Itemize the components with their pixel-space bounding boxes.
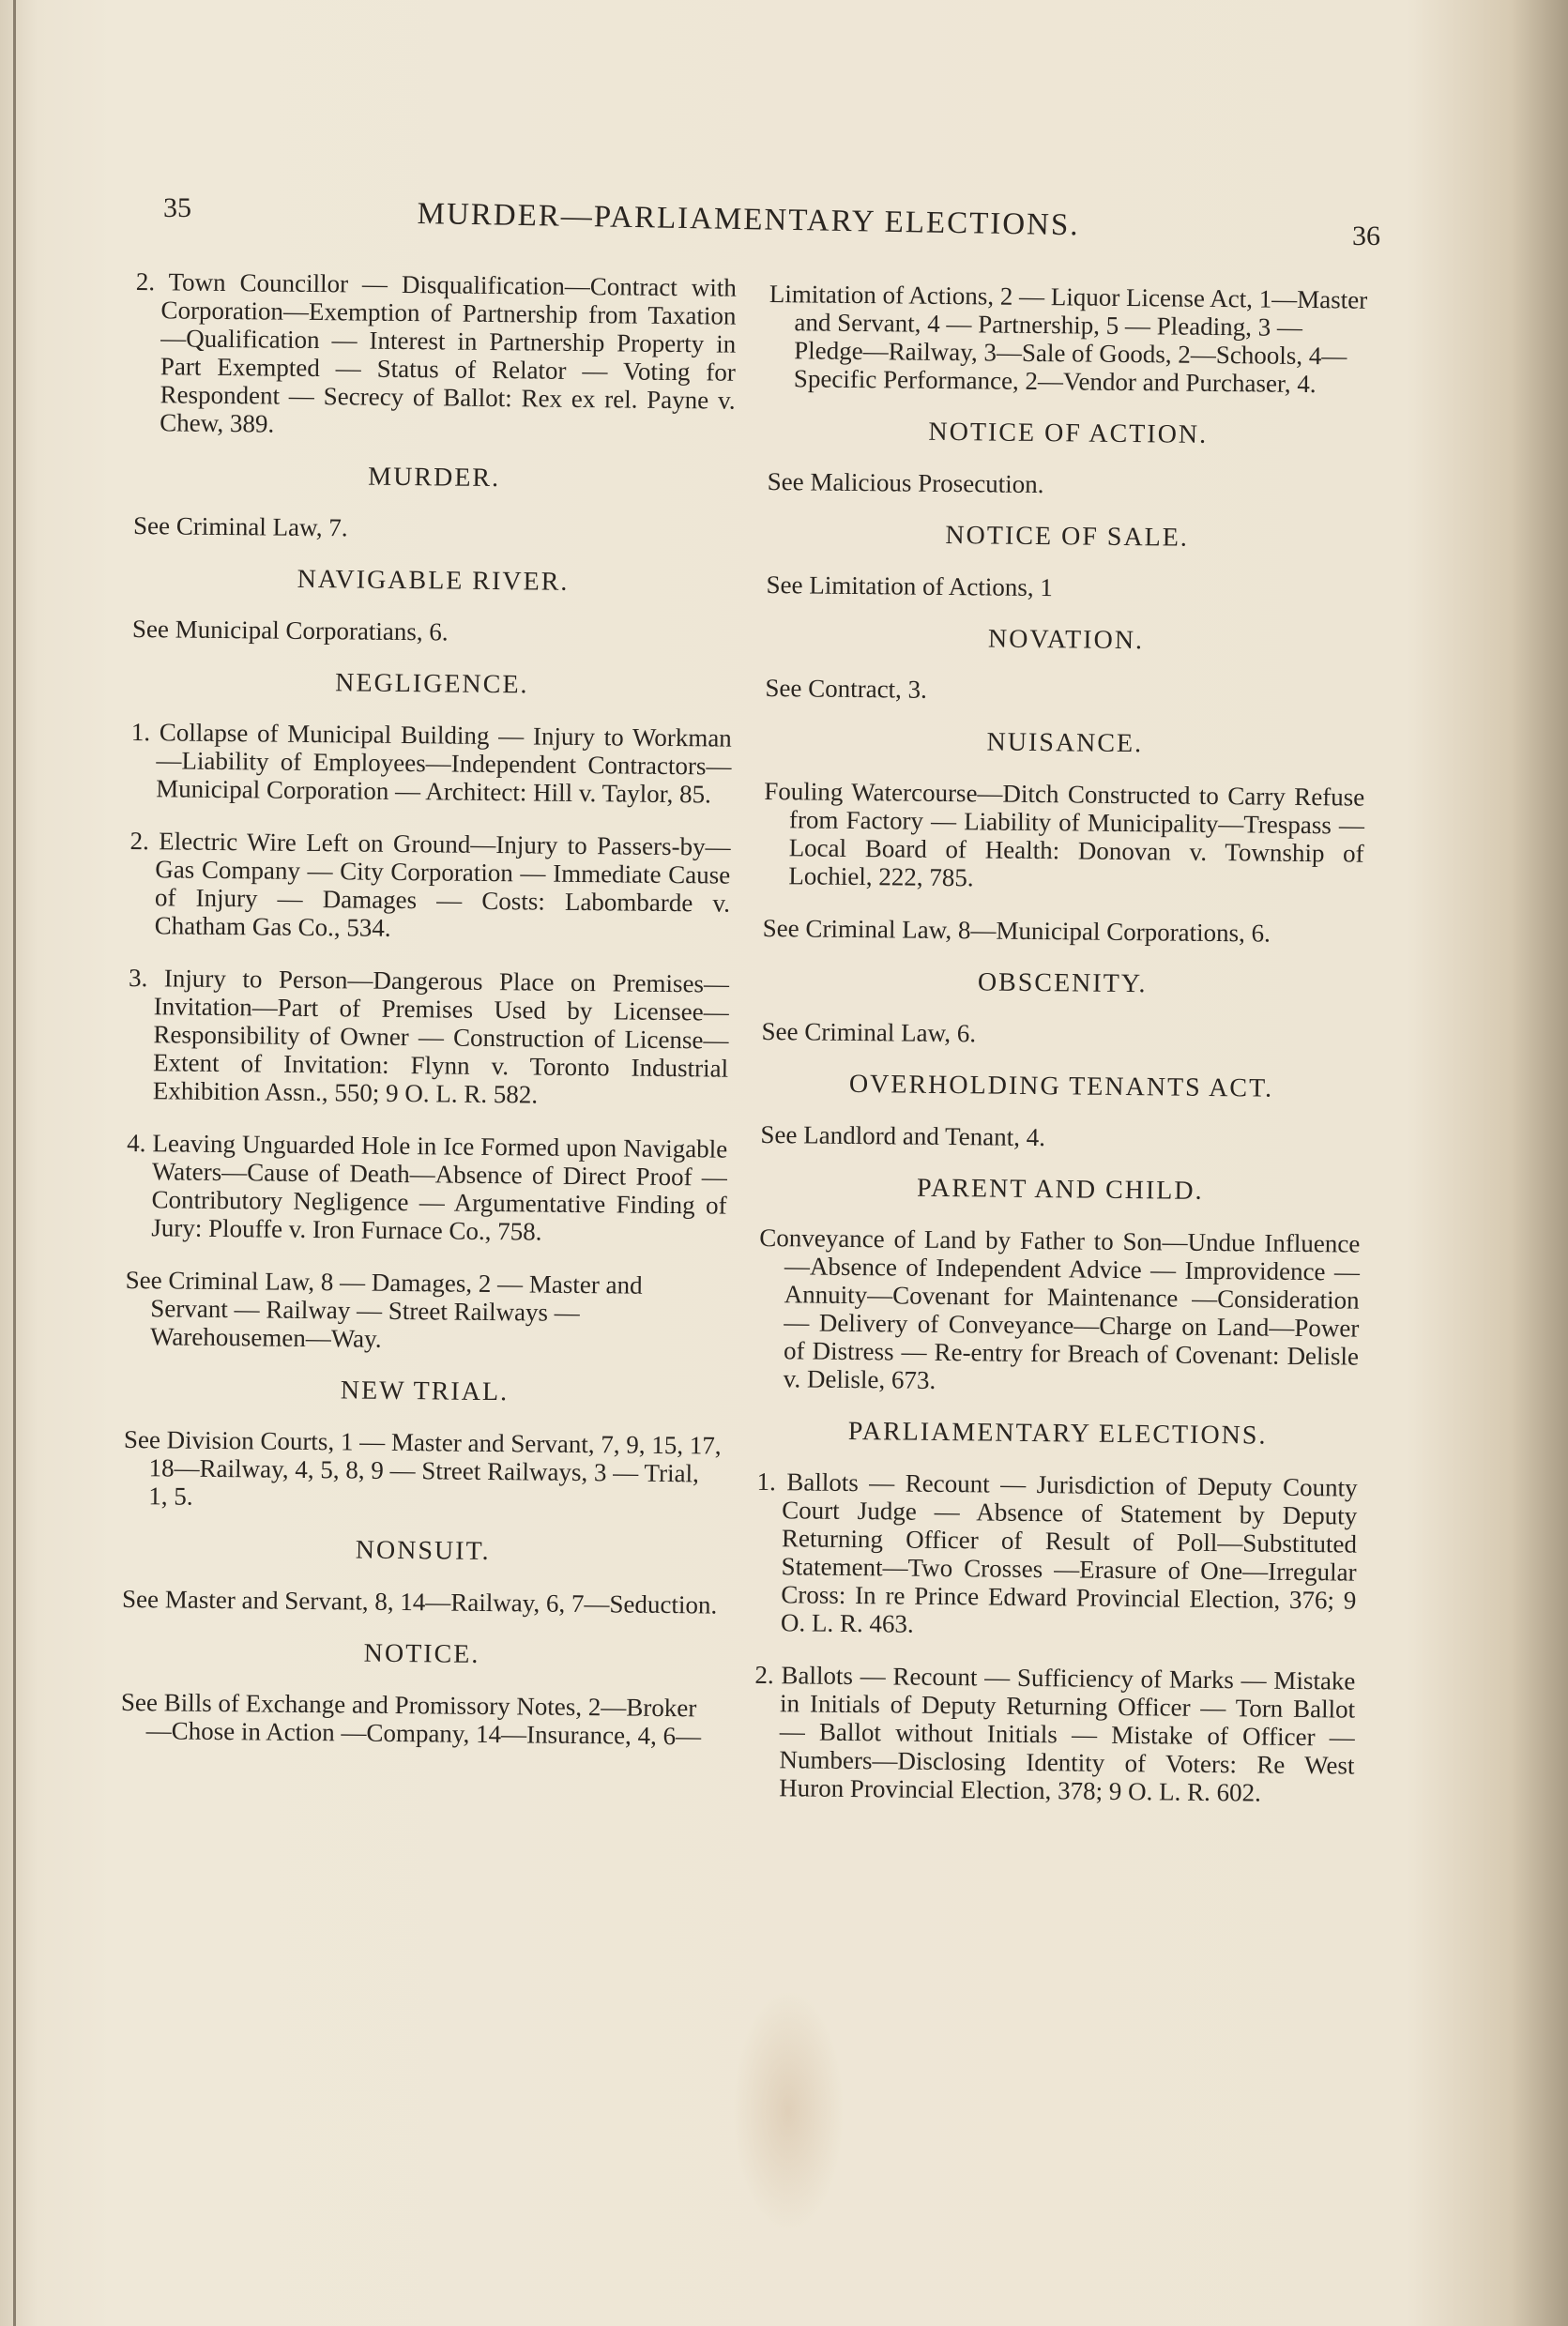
section-heading: NEGLIGENCE. bbox=[335, 668, 529, 700]
right-page-number: 36 bbox=[1352, 220, 1380, 251]
section-heading: OBSCENITY. bbox=[977, 967, 1148, 999]
index-entry: 2. Electric Wire Left on Ground—Injury to Passers-by—Gas Company — City Corporation — Immediate Cause of Injury — Damages — Costs: Labombarde v. Chatham Gas Co., 534. bbox=[129, 826, 731, 942]
cross-reference: See Criminal Law, 7. bbox=[132, 510, 348, 542]
index-entry: 3. Injury to Person—Dangerous Place on Premises—Invitation—Part of Premises Used by Licensee—Responsibility of Owner — Construction of License—Extent of Invitation: Flynn v. Toronto Industrial Exhibition Assn., 550; 9 O. L. R. 582. bbox=[128, 963, 730, 1109]
section-heading: NEW TRIAL. bbox=[340, 1376, 510, 1407]
cross-reference: See Bills of Exchange and Promissory Notes, 2—Broker—Chose in Action —Company, 14—Insurance, 4, 6— bbox=[120, 1687, 702, 1751]
section-heading: NUISANCE. bbox=[986, 727, 1144, 759]
cross-reference: See Malicious Prosecution. bbox=[767, 466, 1044, 499]
cross-reference: See Criminal Law, 8 — Damages, 2 — Master and Servant — Railway — Street Railways — Warehousemen—Way. bbox=[125, 1265, 643, 1353]
cross-reference: See Landlord and Tenant, 4. bbox=[760, 1119, 1046, 1152]
page-spine bbox=[13, 0, 16, 2326]
section-heading: NOTICE OF SALE. bbox=[945, 520, 1190, 553]
section-heading: NONSUIT. bbox=[355, 1535, 491, 1567]
index-entry: 4. Leaving Unguarded Hole in Ice Formed upon Navigable Waters—Cause of Death—Absence of Direct Proof — Contributory Negligence — Argumentative Finding of Jury: Plouffe v. Iron Furnace Co., 758. bbox=[127, 1128, 728, 1246]
section-heading: NOTICE OF ACTION. bbox=[928, 417, 1209, 449]
page-stain bbox=[732, 1989, 845, 2233]
cross-reference: See Division Courts, 1 — Master and Servant, 7, 9, 15, 17, 18—Railway, 4, 5, 8, 9 — Street Railways, 3 — Trial, 1, 5. bbox=[123, 1424, 722, 1511]
cross-reference: See Criminal Law, 8—Municipal Corporations, 6. bbox=[762, 913, 1271, 948]
index-entry: 1. Collapse of Municipal Building — Injury to Workman—Liability of Employees—Independent Contractors—Municipal Corporation — Architect: Hill v. Taylor, 85. bbox=[130, 717, 732, 809]
index-entry: Fouling Watercourse—Ditch Constructed to Carry Refuse from Factory — Liability of Municipality—Trespass —Local Board of Health: Donovan v. Township of Lochiel, 222, 785. bbox=[764, 776, 1365, 892]
cross-reference: See Criminal Law, 6. bbox=[761, 1016, 977, 1048]
left-page-number: 35 bbox=[163, 192, 191, 223]
left-column bbox=[120, 267, 737, 1775]
cross-reference: See Municipal Corporatians, 6. bbox=[131, 614, 449, 646]
section-heading: NAVIGABLE RIVER. bbox=[297, 564, 570, 597]
section-heading: PARENT AND CHILD. bbox=[916, 1173, 1204, 1206]
index-entry: 2. Ballots — Recount — Sufficiency of Marks — Mistake in Initials of Deputy Returning Officer — Torn Ballot — Ballot without Initials — Mistake of Officer — Numbers—Disclosing Identity of Voters: Re West Huron Provincial Election, 378; 9 O. L. R. 602. bbox=[754, 1660, 1356, 1807]
section-heading: PARLIAMENTARY ELECTIONS. bbox=[847, 1416, 1268, 1451]
index-entry: 1. Ballots — Recount — Jurisdiction of Deputy County Court Judge — Absence of Statement by Deputy Returning Officer of Result of Poll—Substituted Statement—Two Crosses —Erasure of One—Irregular Cross: In re Prince Edward Provincial Election, 376; 9 O. L. R. 463. bbox=[756, 1467, 1358, 1638]
cross-reference: Limitation of Actions, 2 — Liquor License Act, 1—Master and Servant, 4 — Partnership, 5 — Pleading, 3 — Pledge—Railway, 3—Sale of Goods, 2—Schools, 4—Specific Performance, 2—Vendor and Purchaser, 4. bbox=[769, 280, 1368, 399]
index-entry: 2. Town Councillor — Disqualification—Contract with Corporation—Exemption of Partnership from Taxation—Qualification — Interest in Partnership Property in Part Exempted — Status of Relator — Voting for Respondent — Secrecy of Ballot: Rex ex rel. Payne v. Chew, 389. bbox=[135, 267, 737, 438]
section-heading: MURDER. bbox=[368, 462, 501, 494]
running-head: MURDER—PARLIAMENTARY ELECTIONS. bbox=[417, 197, 1080, 243]
right-column bbox=[754, 280, 1370, 1832]
section-heading: OVERHOLDING TENANTS ACT. bbox=[848, 1069, 1274, 1103]
cross-reference: See Master and Servant, 8, 14—Railway, 6, 7—Seduction. bbox=[121, 1584, 718, 1619]
section-heading: NOVATION. bbox=[987, 624, 1145, 656]
index-entry: Conveyance of Land by Father to Son—Undue Influence—Absence of Independent Advice — Improvidence — Annuity—Covenant for Maintenance —Consideration — Delivery of Conveyance—Charge on Land—Power of Distress — Re-entry for Breach of Covenant: Delisle v. Delisle, 673. bbox=[759, 1223, 1361, 1394]
cross-reference: See Limitation of Actions, 1 bbox=[766, 570, 1053, 602]
cross-reference: See Contract, 3. bbox=[765, 673, 928, 704]
section-heading: NOTICE. bbox=[363, 1638, 480, 1669]
